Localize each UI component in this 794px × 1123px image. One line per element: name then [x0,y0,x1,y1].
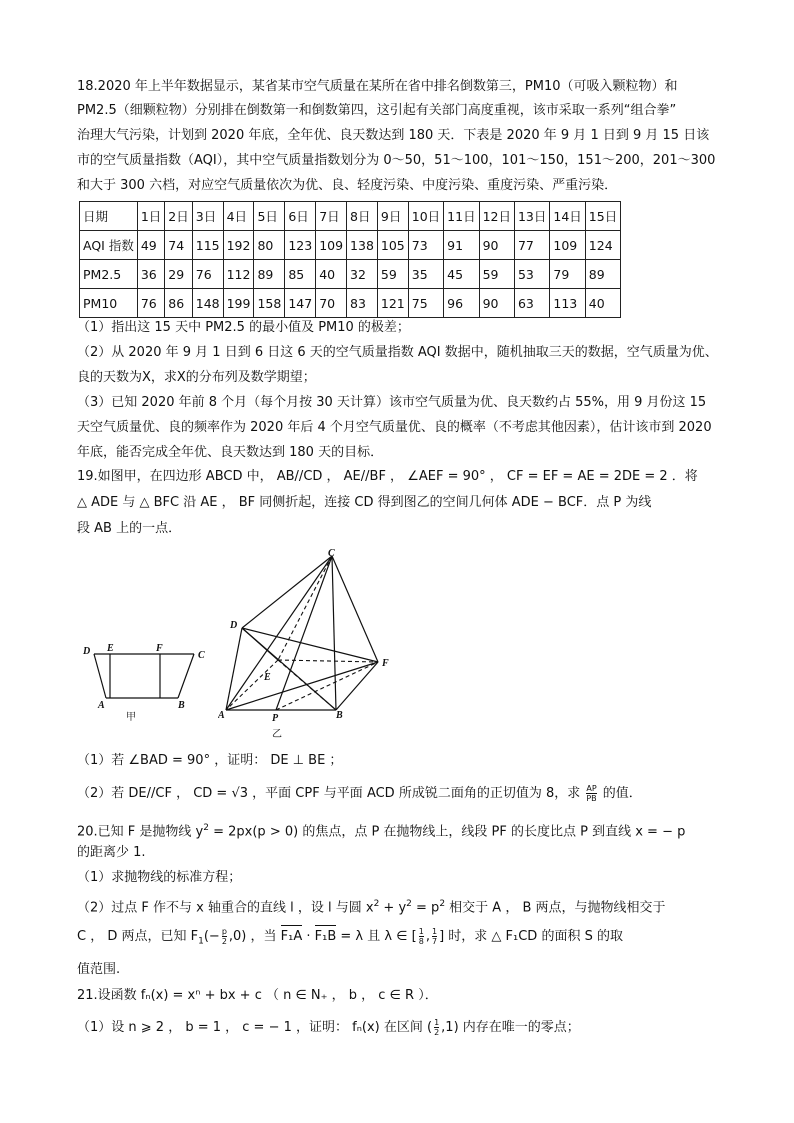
q20-line-3-e: ] 时，求 △ F₁CD 的面积 S 的取 [439,929,623,944]
q21-line-1: 21.设函数 fₙ(x) = xⁿ + bx + c （ n ∈ N₊ ， b ， c ∈ R ）． [77,988,438,1003]
caption-jia: 甲 [126,712,136,723]
table-cell: PM10 [80,289,138,318]
q18-line-3: 治理大气污染，计划到 2020 年底，全年优、良天数达到 180 天．下表是 2020 年 9 月 1 日到 9 月 15 日该 [77,128,710,143]
q19-part-2 [77,784,642,804]
p-over-2-fraction [222,927,227,946]
q18-part-3: （3）已知 2020 年前 8 个月（每个月按 30 天计算）该市空气质量为优、良天数约占 55%，用 9 月份这 15 [77,395,707,410]
label-b: B [336,710,343,721]
q20-line-3-a: C ， D 两点，已知 F [77,929,199,944]
comma: , [425,929,430,944]
table-cell: 49 [137,231,164,260]
table-cell: 76 [192,260,223,289]
q20-line-3-c: ,0) ，当 [228,929,281,944]
table-header-cell: 12日 [479,202,514,231]
table-cell: 90 [479,231,514,260]
q19-line-3: 段 AB 上的一点． [77,521,182,536]
exponent: 2 [203,823,209,833]
table-header-cell: 2日 [165,202,192,231]
frac-denominator: 7 [431,937,438,946]
table-cell: 63 [514,289,549,318]
q18-part-2-cont: 良的天数为X，求X的分布列及数学期望； [77,370,316,385]
table-cell: 113 [550,289,585,318]
q20-line-1 [77,818,685,842]
table-cell: 89 [585,260,620,289]
subscript: 1 [198,936,204,947]
vector-f1b: F₁B [315,927,337,947]
table-cell: 74 [165,231,192,260]
table-header-cell: 7日 [316,202,347,231]
label-c: C [328,548,335,559]
table-cell: 36 [137,260,164,289]
edge-cf [332,556,378,662]
table-cell: 148 [192,289,223,318]
q20-part-2-b: + y [379,900,407,916]
q20-part-2 [77,894,666,918]
table-cell: 40 [585,289,620,318]
table-cell: 115 [192,231,223,260]
table-header-cell: 1日 [137,202,164,231]
table-cell: 75 [408,289,443,318]
table-cell: 138 [347,231,378,260]
edge-ca [226,556,332,710]
table-header-cell: 10日 [408,202,443,231]
table-cell: 59 [377,260,408,289]
label-e: E [264,672,271,683]
q20-line-3-d: = λ 且 λ ∈ [ [336,929,417,944]
frac-numerator: p [221,927,227,936]
table-header-cell: 9日 [377,202,408,231]
edge-cb [178,654,194,698]
sqrt-three: √3 [231,786,249,801]
frac-numerator: AP [586,784,597,793]
exponent: 2 [373,899,380,909]
dot-product: · [302,929,315,944]
table-cell: 109 [550,231,585,260]
table-cell: 96 [444,289,479,318]
table-header-cell: 13日 [514,202,549,231]
table-cell: 29 [165,260,192,289]
table-cell: 73 [408,231,443,260]
table-cell: 121 [377,289,408,318]
label-d: D [83,646,91,657]
q20-line-3 [77,927,623,952]
table-cell: 192 [223,231,254,260]
ap-over-pb-fraction [586,784,596,803]
q21-part-1-b: ,1) 内存在唯一的零点； [441,1020,580,1035]
table-cell: 85 [285,260,316,289]
table-cell: 91 [444,231,479,260]
table-header-cell: 4日 [223,202,254,231]
table-cell: 86 [165,289,192,318]
q20-line-1-a: 20.已知 F 是抛物线 y [77,824,204,840]
q18-part-3-cont: 天空气质量优、良的频率作为 2020 年后 4 个月空气质量优、良的概率（不考虑其他因素），估计该市到 2020 [77,420,712,435]
table-cell: 105 [377,231,408,260]
table-cell: 79 [550,260,585,289]
frac-numerator: 1 [431,927,438,936]
table-cell: 80 [254,231,285,260]
q20-part-2-c: = p [411,900,440,916]
q19-part-2-text-a: （2）若 DE//CF ， CD = [77,786,232,801]
q18-part-1: （1）指出这 15 天中 PM2.5 的最小值及 PM10 的极差； [77,320,410,335]
table-header-cell: 8日 [347,202,378,231]
figure-jia [78,640,218,730]
q20-part-2-a: （2）过点 F 作不与 x 轴重合的直线 l ，设 l 与圆 x [77,900,374,916]
label-f: F [382,658,389,669]
table-cell: 199 [223,289,254,318]
one-seventh-fraction [432,927,437,946]
table-cell: 90 [479,289,514,318]
q19-line-1: 19.如图甲，在四边形 ABCD 中， AB//CD ， AE//BF ， ∠AEF = 90° ， CF = EF = AE = 2DE = 2 ．将 [77,469,698,484]
frac-denominator: 2 [434,1028,440,1037]
frac-denominator: PB [586,794,597,803]
q18-line-2: PM2.5（细颗粒物）分别排在倒数第一和倒数第四，这引起有关部门高度重视，该市采取一系列“组合拳” [77,103,677,118]
table-cell: 35 [408,260,443,289]
q19-part-2-text-c: 的值． [598,786,642,801]
table-cell: 112 [223,260,254,289]
edge-da [94,654,106,698]
q19-line-2: △ ADE 与 △ BFC 沿 AE ， BF 同侧折起，连接 CD 得到图乙的空间几何体 ADE − BCF．点 P 为线 [77,495,652,510]
table-row-aqi [80,231,621,260]
q18-line-1: 18.2020 年上半年数据显示，某省某市空气质量在某所在省中排名倒数第三，PM10（可吸入颗粒物）和 [77,79,678,94]
table-header-cell: 15日 [585,202,620,231]
q20-part-2-d: 相交于 A ， B 两点，与抛物线相交于 [445,900,666,916]
table-cell: 53 [514,260,549,289]
q21-part-1 [77,1018,580,1038]
table-header-cell: 日期 [80,202,138,231]
table-header-row [80,202,621,231]
table-cell: 89 [254,260,285,289]
label-b: B [178,700,185,711]
label-a: A [98,700,105,711]
table-cell: PM2.5 [80,260,138,289]
frac-denominator: 2 [221,937,227,946]
label-f: F [156,643,163,654]
one-half-fraction [434,1018,439,1037]
table-cell: 109 [316,231,347,260]
q21-part-1-a: （1）设 n ⩾ 2 ， b = 1 ， c = − 1 ，证明： fₙ(x) 在区间 ( [77,1020,433,1035]
vector-f1a: F₁A [281,927,303,947]
table-cell: 123 [285,231,316,260]
q19-part-1: （1）若 ∠BAD = 90° ，证明： DE ⊥ BE ； [77,753,343,768]
table-cell: 45 [444,260,479,289]
q20-line-2: 的距离少 1. [77,845,146,860]
label-p: P [272,713,279,724]
table-cell: 147 [285,289,316,318]
q18-part-2: （2）从 2020 年 9 月 1 日到 6 日这 6 天的空气质量指数 AQI 数据中，随机抽取三天的数据，空气质量为优、 [77,345,718,360]
q19-part-2-text-b: ，平面 CPF 与平面 ACD 所成锐二面角的正切值为 8，求 [248,786,585,801]
edge-af [226,662,378,710]
table-row-pm25 [80,260,621,289]
table-header-cell: 6日 [285,202,316,231]
q20-line-3-b: (− [203,929,220,944]
label-d: D [230,620,238,631]
q18-line-4: 市的空气质量指数（AQI），其中空气质量指数划分为 0～50，51～100，101～150，151～200，201～300 [77,153,716,168]
q20-part-1: （1）求抛物线的标准方程； [77,870,242,885]
table-cell: AQI 指数 [80,231,138,260]
frac-denominator: 8 [418,937,424,946]
table-cell: 76 [137,289,164,318]
frac-numerator: 1 [418,927,424,936]
table-cell: 40 [316,260,347,289]
label-a: A [218,710,225,721]
caption-yi: 乙 [272,729,282,740]
figure-yi [218,548,398,743]
table-cell: 32 [347,260,378,289]
q20-line-4: 值范围. [77,962,121,977]
table-header-cell: 5日 [254,202,285,231]
table-cell: 59 [479,260,514,289]
edge-ce-dashed [278,556,332,660]
q20-line-1-b: = 2px(p > 0) 的焦点，点 P 在抛物线上，线段 PF 的长度比点 P 到直线 x = − p [208,824,686,840]
q18-part-3-end: 年底，能否完成全年优、良天数达到 180 天的目标． [77,445,384,460]
frac-numerator: 1 [434,1018,440,1027]
table-row-pm10 [80,289,621,318]
label-c: C [198,650,205,661]
table-header-cell: 3日 [192,202,223,231]
table-cell: 158 [254,289,285,318]
table-cell: 83 [347,289,378,318]
edge-cb [332,556,336,710]
exponent: 2 [439,899,446,909]
q18-line-5: 和大于 300 六档，对应空气质量依次为优、良、轻度污染、中度污染、重度污染、严重污染． [77,178,618,193]
table-cell: 77 [514,231,549,260]
table-cell: 124 [585,231,620,260]
table-header-cell: 14日 [550,202,585,231]
label-e: E [107,643,114,654]
aqi-table [79,201,621,318]
table-cell: 70 [316,289,347,318]
table-header-cell: 11日 [444,202,479,231]
one-eighth-fraction [419,927,424,946]
exponent: 2 [406,899,412,909]
